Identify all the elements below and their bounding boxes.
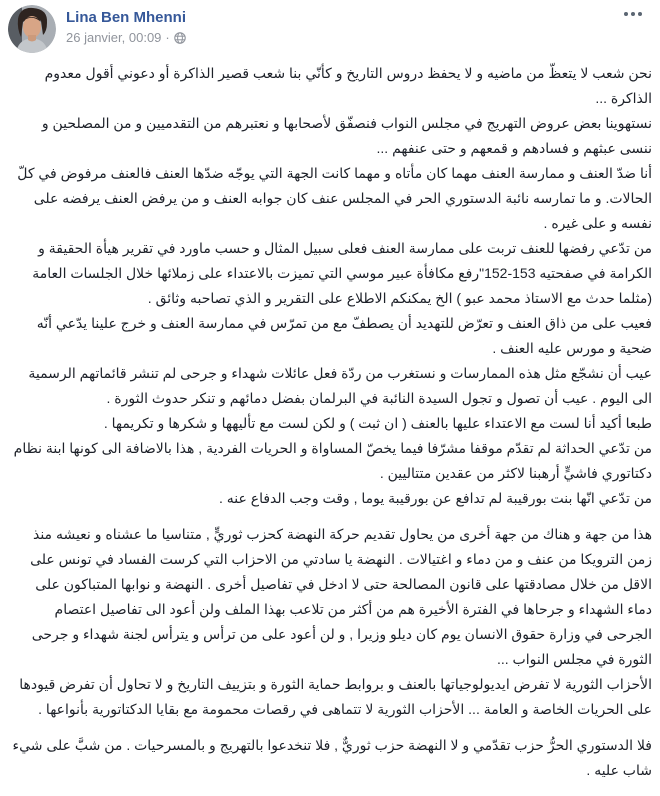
profile-picture[interactable] xyxy=(8,5,56,53)
post-paragraph: من تدّعي الحداثة لم تقدّم موقفا مشرّفا فيما يخصّ المساواة و الحريات الفردية , هذا بالاضافة الى كونها ابنة نظام دكتاتوري فاشيٍّ أرهبنا لاكثر من عقدين متتاليين . xyxy=(13,440,652,481)
author-name-link[interactable]: Lina Ben Mhenni xyxy=(66,9,186,26)
post-body xyxy=(0,57,660,783)
ellipsis-dot xyxy=(624,12,628,16)
more-options-button[interactable] xyxy=(620,8,646,20)
post-paragraph: الأحزاب الثورية لا تفرض ايديولوجياتها بالعنف و بروابط حماية الثورة و بتزييف التاريخ و لا تحاول أن تفرض قيودها على الحريات الخاصة و العامة ... الأحزاب الثورية لا تتماهى في رقصات محمومة مع بقايا الدكتاتورية بأنواعها . xyxy=(19,676,652,717)
post-meta xyxy=(66,30,186,45)
ellipsis-dot xyxy=(631,12,635,16)
post-paragraph: فعيب على من ذاق العنف و تعرّض للتهديد أن يصطفّ مع من تمرّس في ممارسة العنف و خرج علينا يدّعي أنّه ضحية و مورس عليه العنف . xyxy=(36,315,652,356)
post-paragraph: من تدّعي انّها بنت بورقيبة لم تدافع عن بورقيبة يوما , وقت وجب الدفاع عنه . xyxy=(218,490,652,506)
avatar-image xyxy=(8,5,56,53)
post-timestamp[interactable]: 26 janvier, 00:09 xyxy=(66,30,162,45)
post-paragraph: من تدّعي رفضها للعنف تربت على ممارسة العنف فعلى سبيل المثال و حسب ماورد في تقرير هيأة الحقيقة و الكرامة في صفحتيه 153-152"رفع مكافأة عبير موسي التي تميزت بالاعتداء على زملائها خلال الجلسات العامة (مثلما حدث مع الاستاذ محمد عبو ) الخ يمكنكم الاطلاع على التقرير و الذي تصاحبه وثائق . xyxy=(32,240,652,306)
header-info xyxy=(66,5,186,45)
post-paragraph: نستهوينا بعض عروض التهريج في مجلس النواب فنصفّق لأصحابها و نعتبرهم من التقدميين و من المصلحين و ننسى عبثهم و فسادهم و قمعهم و حتى عنفهم ... xyxy=(41,115,652,156)
post-paragraph: عيب أن نشجّع مثل هذه الممارسات و نستغرب من ردّة فعل عائلات شهداء و جرحى لم تنشر قائماتهم الرسمية الى اليوم . عيب أن تصول و تجول السيدة النائبة في البرلمان بفضل دمائهم و تنكر حدوث الثورة . xyxy=(28,365,652,406)
ellipsis-dot xyxy=(638,12,642,16)
meta-separator: · xyxy=(165,30,170,45)
post-paragraph: أنا ضدّ العنف و ممارسة العنف مهما كان مأتاه و مهما كانت الجهة التي يوجّه ضدّها العنف فالعنف مرفوض في كلّ الحالات. و ما تمارسه نائبة الدستوري الحر في المجلس عنف كان جوابه العنف و من يرفض العنف يرفضه على نفسه و على غيره . xyxy=(17,165,652,231)
post-paragraph: نحن شعب لا يتعظّ من ماضيه و لا يحفظ دروس التاريخ و كأنّي بنا شعب قصير الذاكرة أو دعوني أقول معدوم الذاكرة ... xyxy=(44,65,652,106)
post-header xyxy=(0,0,660,57)
post-paragraph: طبعا أكيد أنا لست مع الاعتداء عليها بالعنف ( ان ثبت ) و لكن لست مع تأليهها و شكرها و تكريمها . xyxy=(103,415,652,431)
globe-public-icon xyxy=(174,32,186,44)
post-paragraph: فلا الدستوري الحرُّ حزب تقدّمي و لا النهضة حزب ثوريٌّ , فلا تنخدعوا بالتهريج و بالمسرحيات . من شبَّ على شيء شاب عليه . xyxy=(12,737,652,778)
post-paragraph: هذا من جهة و هناك من جهة أخرى من يحاول تقديم حركة النهضة كحزب ثوريٍّ , متناسيا ما عشناه و نعيشه منذ زمن الترويكا من عنف و من دماء و اغتيالات . النهضة يا سادتي من الاحزاب التي كرست الفساد في تونس على الاقل من خلال مصادقتها على قانون المصالحة حتى لا ادخل في تفاصيل أخرى . النهضة و نوابها المتباكون على دماء الشهداء و جرحاها في الفترة الأخيرة هم من أكثر من تلاعب بهذا الملف ولن أعود الى تفاصيل اعتصام الجرحى في وزارة حقوق الانسان يوم كان ديلو وزيرا , و لن أعود على من ترأس و يترأس لجنة شهداء و جرحى الثورة في مجلس النواب ... xyxy=(30,526,652,667)
